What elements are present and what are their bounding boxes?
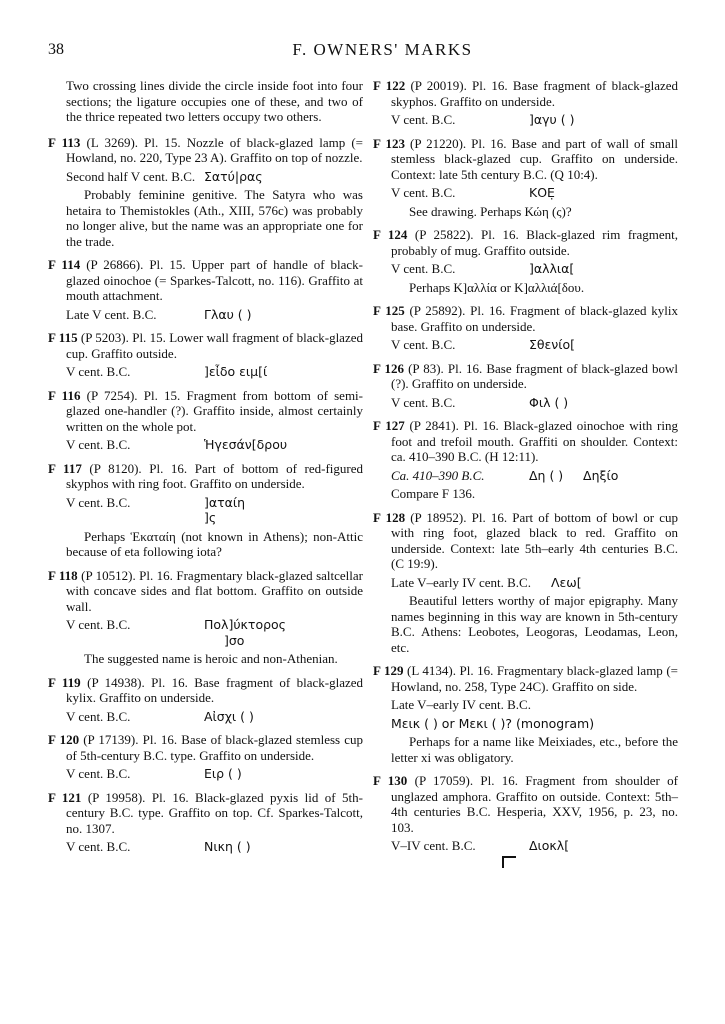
monogram-glyph-icon xyxy=(502,856,516,868)
graffito: ]αλλια[ xyxy=(529,261,575,276)
date-line xyxy=(48,169,363,185)
entry-text: (P 5203). Pl. 15. Lower wall fragment of black-glazed cup. Graffito outside. xyxy=(66,330,363,361)
entry-id: F 122 xyxy=(373,78,406,93)
date-line xyxy=(48,839,363,855)
graffito: Λεω[ xyxy=(551,574,582,590)
entry-description xyxy=(48,135,363,166)
graffito: Πολ]ύκτορος xyxy=(204,617,287,632)
entry-f117 xyxy=(48,461,363,560)
entry-id: F 127 xyxy=(373,418,405,433)
entry-f120 xyxy=(48,732,363,782)
graffito: Αἰσχι ( ) xyxy=(204,708,254,724)
entry-description xyxy=(48,461,363,492)
date-line xyxy=(373,112,678,128)
entry-f115 xyxy=(48,330,363,380)
date: Ca. 410–390 B.C. xyxy=(391,467,485,483)
entry-f118 xyxy=(48,568,363,667)
entry-description xyxy=(373,303,678,334)
entry-id: F 124 xyxy=(373,227,408,242)
date: V cent. B.C. xyxy=(66,839,131,854)
date: V cent. B.C. xyxy=(391,394,456,410)
date-line xyxy=(373,575,678,591)
note: The suggested name is heroic and non-Athenian. xyxy=(84,651,338,666)
entry-id: F 126 xyxy=(373,360,405,376)
entry-description xyxy=(373,663,678,694)
graffito: ]αγυ ( ) xyxy=(529,112,575,127)
graffito: ]αταίη xyxy=(204,494,246,510)
entry-id: F 113 xyxy=(48,134,81,150)
entry-f125 xyxy=(373,303,678,353)
entry-description xyxy=(48,732,363,763)
cross-reference: Compare F 136. xyxy=(391,486,476,501)
date-line xyxy=(48,766,363,782)
entry-f124 xyxy=(373,227,678,295)
entry-f127 xyxy=(373,418,678,502)
left-column xyxy=(48,78,363,863)
entry-description xyxy=(48,257,363,304)
entry-text: (P 19958). Pl. 16. Black-glazed pyxis lid of 5th-century B.C. type. Graffito on top. Cf. Sparkes-Talcott, no. 1307. xyxy=(66,789,363,836)
graffito: Ειρ ( ) xyxy=(204,766,242,781)
entry-description xyxy=(48,568,363,615)
entry-text: (P 26866). Pl. 15. Upper part of handle of black-glazed oinochoe (= Sparkes-Talcott, no. 116). Graffito at mouth attachment. xyxy=(66,257,363,303)
entry-text: (P 21220). Pl. 16. Base and part of wall of small stemless black-glazed cup. Graffito on underside. Context: late 5th century B.C. (Q 10:4). xyxy=(391,135,679,182)
date-line xyxy=(373,468,678,484)
entry-text: (L 3269). Pl. 15. Nozzle of black-glazed lamp (= Howland, no. 220, Type 23 A). Graffito on top of nozzle. xyxy=(66,134,364,165)
graffito: Σατύ|ρας xyxy=(204,168,263,184)
date: Late V–early IV cent. B.C. xyxy=(391,574,531,590)
note: Beautiful letters worthy of major epigraphy. Many names beginning in this way are known in 5th-century B.C. Athens: Leobotes, Leogoras, Leodamas, Leon, etc. xyxy=(391,593,678,655)
note: Perhaps Κ]αλλία or Κ]αλλιά[δου. xyxy=(409,279,585,295)
entry-description xyxy=(373,78,678,109)
date: V cent. B.C. xyxy=(391,185,456,200)
entry-f119 xyxy=(48,675,363,725)
entry-f126 xyxy=(373,361,678,411)
entry-id: F 114 xyxy=(48,257,81,272)
graffito-second-line: ]σο xyxy=(224,632,245,648)
date-line xyxy=(373,697,678,713)
entry-description xyxy=(48,790,363,837)
entry-text: (P 10512). Pl. 16. Fragmentary black-glazed saltcellar with concave sides and flat bottom. Graffito on outside wall. xyxy=(66,567,363,614)
graffito: Σθενίο[ xyxy=(529,337,576,352)
entry-f116 xyxy=(48,388,363,453)
entry-description xyxy=(373,510,678,572)
graffito: Νικη ( ) xyxy=(204,839,251,854)
date: V cent. B.C. xyxy=(66,708,131,724)
note: Perhaps Ἑκαταίη (not known in Athens); non-Attic because of eta following iota? xyxy=(66,528,363,559)
entry-description xyxy=(48,675,363,706)
date: V cent. B.C. xyxy=(66,364,131,379)
entry-text: (P 2841). Pl. 16. Black-glazed oinochoe with ring foot and trefoil mouth. Graffiti on shoulder. Context: ca. 410–390 B.C. (H 12:11). xyxy=(391,418,678,464)
entry-description xyxy=(373,136,678,183)
entry-id: F 128 xyxy=(373,509,406,525)
graffito-second-line: ]ς xyxy=(204,510,217,525)
entry-id: F 123 xyxy=(373,135,405,151)
entry-text: (L 4134). Pl. 16. Fragmentary black-glazed lamp (= Howland, no. 258, Type 24C). Graffito on side. xyxy=(391,663,679,694)
date-line xyxy=(373,261,678,277)
entry-description xyxy=(373,227,678,258)
entry-text: (P 25892). Pl. 16. Fragment of black-glazed kylix base. Graffito on underside. xyxy=(391,303,678,334)
entry-text: (P 18952). Pl. 16. Part of bottom of bowl or cup with ring foot, glazed black to red. Graffito on underside. Context: late 5th–early 4th centuries B.C. (C 19:9). xyxy=(391,509,678,571)
entry-text: (P 7254). Pl. 15. Fragment from bottom of semi-glazed one-handler (?). Graffito inside, almost certainly written on the whole pot. xyxy=(66,387,363,434)
entry-id: F 119 xyxy=(48,674,81,690)
page-number: 38 xyxy=(48,41,64,58)
graffito: Γλαυ ( ) xyxy=(204,306,252,322)
entry-description xyxy=(373,773,678,835)
entry-id: F 120 xyxy=(48,732,80,747)
entry-id: F 129 xyxy=(373,663,404,678)
right-column xyxy=(373,78,678,877)
entry-id: F 121 xyxy=(48,789,82,805)
intro-paragraph: Two crossing lines divide the circle inside foot into four sections; the ligature occupies one of these, and two of the thrice repeated two letters occupy two others. xyxy=(66,78,363,124)
entry-text: (P 17059). Pl. 16. Fragment from shoulder of unglazed amphora. Graffito on outside. Context: 5th–4th centuries B.C. Hesperia, XXV, 1956, p. 23, no. 103. xyxy=(391,773,678,835)
entry-id: F 125 xyxy=(373,303,405,318)
date-line xyxy=(48,364,363,380)
running-title: F. OWNERS' MARKS xyxy=(292,40,473,59)
date: V cent. B.C. xyxy=(66,494,131,510)
entry-text: (P 20019). Pl. 16. Base fragment of black-glazed skyphos. Graffito on underside. xyxy=(391,78,678,109)
entry-text: (P 17139). Pl. 16. Base of black-glazed stemless cup of 5th-century B.C. type. Graffito on underside. xyxy=(66,732,364,763)
entry-id: F 115 xyxy=(48,330,78,345)
graffito: ]εἶδο ειμ[ί xyxy=(204,364,268,379)
date: V cent. B.C. xyxy=(66,437,131,452)
entry-description xyxy=(48,388,363,435)
note: Probably feminine genitive. The Satyra who was hetaira to Themistokles (Ath., XIII, 576c) was probably no longer alive, but the name was an appropriate one for the trade. xyxy=(66,187,363,249)
date-line xyxy=(373,185,678,201)
date: Second half V cent. B.C. xyxy=(66,168,196,184)
date: V cent. B.C. xyxy=(66,617,131,632)
entry-f129 xyxy=(373,663,678,765)
date: V cent. B.C. xyxy=(66,766,131,781)
entry-id: F 117 xyxy=(48,460,82,476)
entry-description xyxy=(373,361,678,392)
entry-text: (P 8120). Pl. 16. Part of bottom of red-figured skyphos with ring foot. Graffito on underside. xyxy=(66,460,363,491)
date-line xyxy=(48,307,363,323)
entry-f123 xyxy=(373,136,678,220)
entry-text: (P 25822). Pl. 16. Black-glazed rim fragment, probably of mug. Graffito outside. xyxy=(391,227,679,258)
entry-f130 xyxy=(373,773,678,869)
entry-f113 xyxy=(48,135,363,250)
entry-f114 xyxy=(48,257,363,322)
graffito-line xyxy=(373,716,678,732)
entry-text: (P 83). Pl. 16. Base fragment of black-glazed bowl (?). Graffito on underside. xyxy=(391,360,679,391)
date: V cent. B.C. xyxy=(391,261,456,276)
entry-description xyxy=(373,418,678,465)
graffito: Φιλ ( ) xyxy=(529,394,569,410)
entry-f121 xyxy=(48,790,363,855)
entry-f128 xyxy=(373,510,678,656)
note: See drawing. Perhaps Κώη (ς)? xyxy=(409,203,572,219)
graffito: ΚΟΕ̣ xyxy=(529,185,555,200)
graffito: Δη ( ) Δηξίο xyxy=(529,467,619,483)
date: V–IV cent. B.C. xyxy=(391,838,476,853)
entry-id: F 130 xyxy=(373,773,408,788)
date: V cent. B.C. xyxy=(391,337,456,352)
note: Perhaps for a name like Meixiades, etc., before the letter xi was obligatory. xyxy=(391,734,678,765)
date-line xyxy=(373,395,678,411)
graffito: Ἡγεσάν[δρου xyxy=(204,437,288,452)
date-line xyxy=(48,495,363,511)
date: Late V cent. B.C. xyxy=(66,306,157,322)
entry-description xyxy=(48,330,363,361)
entry-text: (P 14938). Pl. 16. Base fragment of black-glazed kylix. Graffito on underside. xyxy=(66,674,364,705)
date-line xyxy=(373,337,678,353)
date-line xyxy=(48,709,363,725)
graffito: Διοκλ[ xyxy=(529,838,570,853)
graffito-drawing xyxy=(373,854,678,870)
date: Late V–early IV cent. B.C. xyxy=(391,697,531,712)
entry-id: F 118 xyxy=(48,567,78,583)
graffito: Μεικ ( ) or Μεκι ( )? (monogram) xyxy=(391,715,595,731)
entry-id: F 116 xyxy=(48,387,81,403)
date-line xyxy=(48,617,363,633)
date-line xyxy=(373,838,678,854)
date-line xyxy=(48,437,363,453)
entry-f122 xyxy=(373,78,678,128)
date: V cent. B.C. xyxy=(391,112,456,127)
